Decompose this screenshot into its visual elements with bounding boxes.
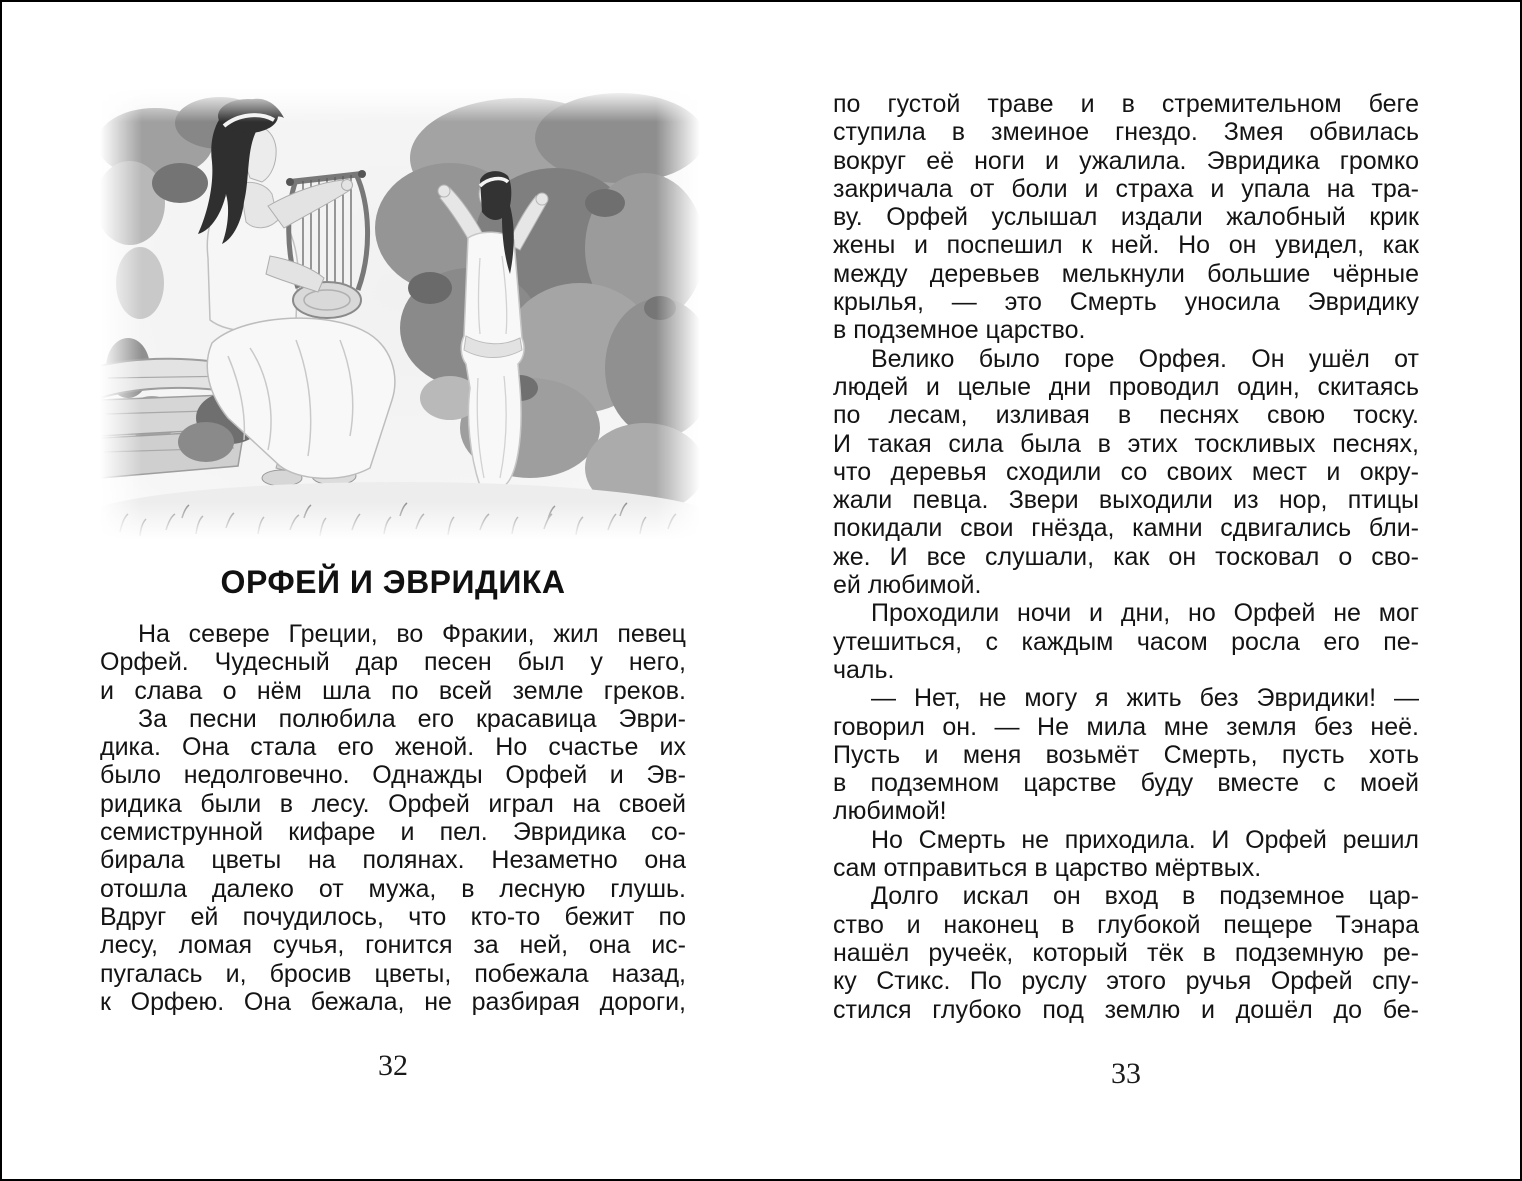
text-line: говорил он. — Не мила мне земля без неё. xyxy=(833,712,1419,741)
text-line: ей любимой. xyxy=(833,571,982,600)
text-line: Проходили ночи и дни, но Орфей не мог xyxy=(871,599,1419,628)
text-line: лесу, ломая сучья, гонится за ней, она ис- xyxy=(100,931,686,960)
paragraph xyxy=(833,882,1419,1023)
text-line: что деревья сходили со своих мест и окру- xyxy=(833,457,1419,486)
paragraph xyxy=(833,345,1419,600)
text-line: И такая сила была в этих тоскливых песнях, xyxy=(833,429,1419,458)
vignette-top xyxy=(100,88,700,122)
text-line: Орфей. Чудесный дар песен был у него, xyxy=(100,648,686,677)
orpheus-eurydice-illustration xyxy=(100,88,700,540)
text-line: дика. Она стала его женой. Но счастье их xyxy=(100,733,686,762)
text-line: жали певца. Звери выходили из нор, птицы xyxy=(833,486,1419,515)
text-line: ство и наконец в глубокой пещере Тэнара xyxy=(833,910,1419,939)
text-line: Но Смерть не приходила. И Орфей решил xyxy=(871,825,1419,854)
text-line: покидали свои гнёзда, камни сдвигались бли- xyxy=(833,514,1419,543)
page-number-left: 32 xyxy=(378,1049,408,1083)
paragraph xyxy=(833,90,1419,345)
text-line: жены и поспешил к ней. Но он увидел, как xyxy=(833,231,1419,260)
text-line: Велико было горе Орфея. Он ушёл от xyxy=(871,344,1419,373)
text-line: же. И все слушали, как он тосковал о сво- xyxy=(833,542,1419,571)
text-line: отошла далеко от мужа, в лесную глушь. xyxy=(100,874,686,903)
text-line: ву. Орфей услышал издали жалобный крик xyxy=(833,203,1419,232)
right-page xyxy=(833,2,1419,1179)
text-line: пугалась и, бросив цветы, побежала назад, xyxy=(100,959,686,988)
text-line: сам отправиться в царство мёртвых. xyxy=(833,854,1262,883)
text-line: было недолговечно. Однажды Орфей и Эв- xyxy=(100,761,686,790)
paragraph xyxy=(833,599,1419,684)
text-line: утешиться, с каждым часом росла его пе- xyxy=(833,627,1419,656)
left-page xyxy=(100,2,686,1179)
vignette-bottom xyxy=(100,502,700,540)
text-line: — Нет, не могу я жить без Эвридики! — xyxy=(871,684,1419,713)
paragraph xyxy=(833,826,1419,883)
text-line: вокруг её ноги и ужалила. Эвридика громко xyxy=(833,146,1419,175)
text-line: бирала цветы на полянах. Незаметно она xyxy=(100,846,686,875)
text-line: и слава о нём шла по всей земле греков. xyxy=(100,676,686,705)
text-line: ступила в змеиное гнездо. Змея обвилась xyxy=(833,118,1419,147)
text-line: семиструнной кифаре и пел. Эвридика со- xyxy=(100,818,686,847)
text-line: по густой траве и в стремительном беге xyxy=(833,90,1419,118)
text-line: крылья, — это Смерть уносила Эвридику xyxy=(833,288,1419,317)
text-line: Вдруг ей почудилось, что кто-то бежит по xyxy=(100,902,686,931)
text-line: чаль. xyxy=(833,655,895,684)
left-page-text xyxy=(100,620,686,1016)
text-line: людей и целые дни проводил один, скитаясь xyxy=(833,372,1419,401)
text-line: стился глубоко под землю и дошёл до бе- xyxy=(833,995,1419,1024)
book-spread xyxy=(2,2,1520,1179)
text-line: За песни полюбила его красавица Эври- xyxy=(138,704,686,733)
text-line: в подземном царстве буду вместе с моей xyxy=(833,769,1419,798)
text-line: Долго искал он вход в подземное цар- xyxy=(871,882,1419,911)
text-line: Пусть и меня возьмёт Смерть, пусть хоть xyxy=(833,740,1419,769)
text-line: в подземное царство. xyxy=(833,316,1086,345)
text-line: ридика были в лесу. Орфей играл на своей xyxy=(100,789,686,818)
chapter-title: ОРФЕЙ И ЭВРИДИКА xyxy=(220,564,566,600)
vignette-right xyxy=(656,88,700,540)
text-line: между деревьев мелькнули большие чёрные xyxy=(833,259,1419,288)
illustration-drawing xyxy=(100,88,700,540)
text-line: любимой! xyxy=(833,797,947,826)
text-line: по лесам, изливая в песнях свою тоску. xyxy=(833,401,1419,430)
paragraph xyxy=(100,620,686,705)
paragraph xyxy=(833,684,1419,825)
text-line: На севере Греции, во Фракии, жил певец xyxy=(138,620,686,648)
text-line: к Орфею. Она бежала, не разбирая дороги, xyxy=(100,987,686,1016)
page-number-right: 33 xyxy=(1111,1056,1141,1090)
right-page-text xyxy=(833,90,1419,1024)
text-line: закричала от боли и страха и упала на тра- xyxy=(833,174,1419,203)
vignette-left xyxy=(100,88,142,540)
text-line: нашёл ручеёк, который тёк в подземную ре- xyxy=(833,938,1419,967)
text-line: ку Стикс. По руслу этого ручья Орфей спу- xyxy=(833,967,1419,996)
paragraph xyxy=(100,705,686,1016)
